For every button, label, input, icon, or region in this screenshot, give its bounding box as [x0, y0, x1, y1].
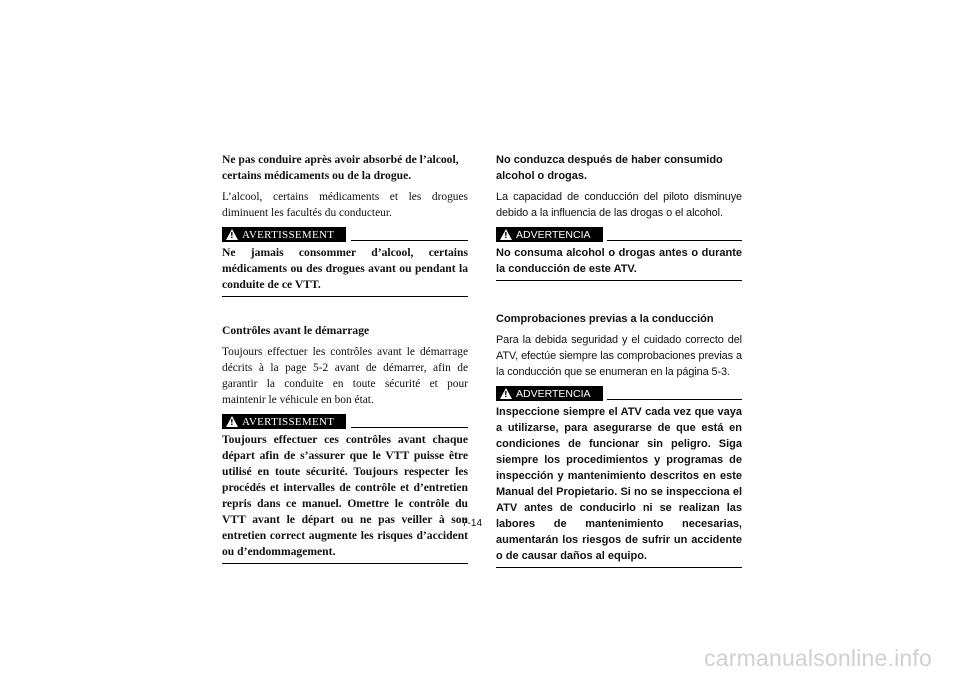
- warning-text-es: No consuma alcohol o drogas antes o durante la conducción de este ATV.: [496, 245, 742, 281]
- alcohol-text-es: La capacidad de conducción del piloto disminuye debido a la influencia de las drogas o el alcohol.: [496, 191, 742, 219]
- warning-rule: [607, 399, 742, 400]
- spanish-column: [496, 152, 742, 582]
- warning-header-es-2: [496, 386, 742, 402]
- warning-rule: [607, 240, 742, 241]
- warning-text-es-2: Inspeccione siempre el ATV cada vez que vaya a utilizarse, para asegurarse de que está en condiciones de funcionar sin peligro. Siga siempre los procedimientos y programas de inspección y mantenimiento descritos en este Manual del Propietario. Si no se inspecciona el ATV antes de conducirlo ni se realizan las labores de mantenimiento necesarias, aumentarán los riesgos de sufrir un accidente o de causar daños al equipo.: [496, 404, 742, 568]
- warning-triangle-icon: !: [500, 388, 512, 399]
- warning-label-es: ADVERTENCIA: [516, 228, 591, 241]
- warning-triangle-icon: !: [500, 229, 512, 240]
- warning-label-fr: AVERTISSEMENT: [242, 228, 335, 241]
- prechecks-text-fr: Toujours effectuer les contrôles avant le démarrage décrits à la page 5-2 avant de démarrer, afin de garantir la conduite en toute sécurité et pour maintenir le véhicule en bon état.: [222, 346, 468, 406]
- prechecks-text-es: Para la debida seguridad y el cuidado correcto del ATV, efectúe siempre las comprobaciones previas a la conducción que se enumeran en la página 5-3.: [496, 334, 742, 378]
- french-column: [222, 152, 468, 578]
- warning-badge-es: [496, 227, 603, 242]
- warning-rule: [351, 427, 468, 428]
- warning-label-es-2: ADVERTENCIA: [516, 387, 591, 400]
- warning-text-fr-2: Toujours effectuer ces contrôles avant chaque départ afin de s’assurer que le VTT puisse être utilisé en toute sécurité. Toujours respecter les procédés et intervalles de contrôle et d’entretien repris dans ce manuel. Omettre le contrôle du VTT avant le départ ou ne pas veiller à son entretien correct augmente les risques d’accident ou d’endommagement.: [222, 432, 468, 564]
- alcohol-heading-fr: Ne pas conduire après avoir absorbé de l’alcool, certains médicaments ou de la drogue.: [222, 153, 459, 182]
- warning-triangle-icon: !: [226, 416, 238, 427]
- warning-badge-fr: [222, 227, 346, 242]
- warning-header-es: [496, 227, 742, 243]
- warning-triangle-icon: !: [226, 229, 238, 240]
- alcohol-text-fr: L’alcool, certains médicaments et les drogues diminuent les facultés du conducteur.: [222, 191, 468, 219]
- page-number: 7-14: [462, 518, 483, 529]
- prechecks-heading-fr: Contrôles avant le démarrage: [222, 324, 370, 337]
- warning-header-fr: [222, 227, 468, 243]
- warning-label-fr-2: AVERTISSEMENT: [242, 415, 335, 428]
- warning-rule: [351, 240, 468, 241]
- watermark: carmanualsonline.info: [704, 645, 932, 671]
- prechecks-heading-es: Comprobaciones previas a la conducción: [496, 313, 714, 325]
- warning-badge-es-2: [496, 386, 603, 401]
- alcohol-heading-es: No conduzca después de haber consumido alcohol o drogas.: [496, 154, 723, 182]
- warning-text-fr: Ne jamais consommer d’alcool, certains médicaments ou des drogues avant ou pendant la conduite de ce VTT.: [222, 245, 468, 297]
- warning-header-fr-2: [222, 414, 468, 430]
- warning-badge-fr-2: [222, 414, 346, 429]
